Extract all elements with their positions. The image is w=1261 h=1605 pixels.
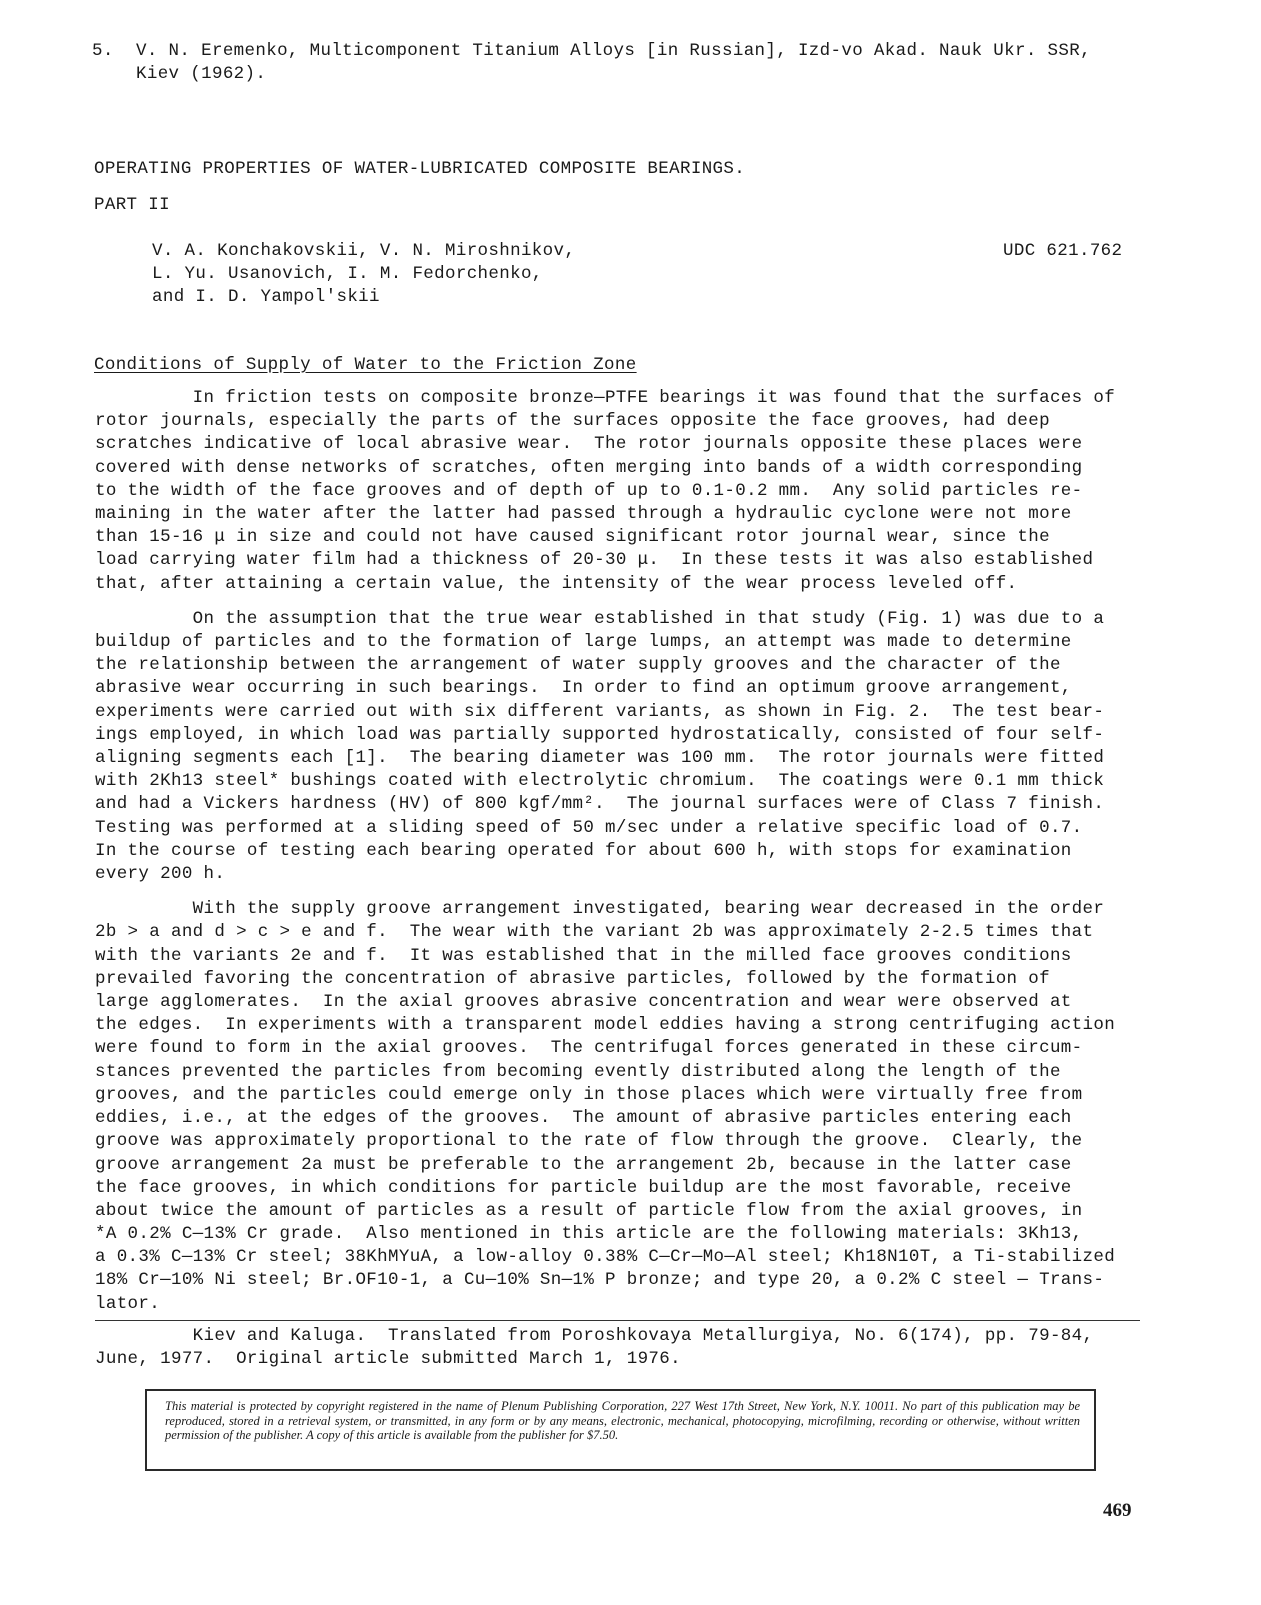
text-line: abrasive wear occurring in such bearings. In order to find an optimum groove arrangement,: [95, 678, 1072, 699]
udc-code: UDC 621.762: [1003, 241, 1123, 261]
text-line: that, after attaining a certain value, the intensity of the wear process leveled off.: [95, 573, 1018, 594]
paragraph-3: [95, 898, 1170, 1223]
author-line: and I. D. Yampol'skii: [152, 287, 380, 308]
text-line: experiments were carried out with six different variants, as shown in Fig. 2. The test bear-: [95, 701, 1105, 722]
text-line: In friction tests on composite bronze—PTFE bearings it was found that the surfaces of: [95, 388, 1116, 408]
text-line: In the course of testing each bearing operated for about 600 h, with stops for examination: [95, 840, 1072, 861]
footnote-line: lator.: [95, 1293, 161, 1314]
text-line: were found to form in the axial grooves. The centrifugal forces generated in these circum-: [95, 1038, 1083, 1059]
text-line: groove arrangement 2a must be preferable to the arrangement 2b, because in the latter case: [95, 1154, 1072, 1175]
footnote-line: 18% Cr—10% Ni steel; Br.OF10-1, a Cu—10% Sn—1% P bronze; and type 20, a 0.2% C steel — Trans-: [95, 1270, 1105, 1291]
reference-text-2: Kiev (1962).: [136, 64, 267, 85]
author-line: L. Yu. Usanovich, I. M. Fedorchenko,: [152, 264, 543, 285]
paragraph-2: [95, 608, 1170, 886]
reference-text-1: V. N. Eremenko, Multicomponent Titanium Alloys [in Russian], Izd-vo Akad. Nauk Ukr. SSR,: [136, 41, 1091, 61]
text-line: the edges. In experiments with a transparent model eddies having a strong centrifuging action: [95, 1015, 1116, 1036]
reference-line-1: [92, 40, 1172, 63]
text-line: rotor journals, especially the parts of the surfaces opposite the face grooves, had deep: [95, 411, 1050, 432]
origin-line: June, 1977. Original article submitted March 1, 1976.: [95, 1349, 681, 1370]
text-line: On the assumption that the true wear established in that study (Fig. 1) was due to a: [95, 608, 1105, 629]
origin-note: [95, 1325, 1170, 1371]
reference-entry: [92, 40, 1172, 86]
text-line: eddies, i.e., at the edges of the grooves. The amount of abrasive particles entering each: [95, 1108, 1072, 1129]
text-line: With the supply groove arrangement investigated, bearing wear decreased in the order: [95, 899, 1105, 920]
author-line: V. A. Konchakovskii, V. N. Miroshnikov,: [152, 241, 576, 261]
text-line: grooves, and the particles could emerge only in those places which were virtually free from: [95, 1084, 1083, 1105]
article-title: OPERATING PROPERTIES OF WATER-LUBRICATED COMPOSITE BEARINGS.: [94, 159, 746, 179]
text-line: buildup of particles and to the formation of large lumps, an attempt was made to determine: [95, 632, 1072, 653]
text-line: ings employed, in which load was partially supported hydrostatically, consisted of four self-: [95, 724, 1105, 745]
article-part: PART II: [94, 195, 170, 215]
reference-number: 5.: [92, 41, 114, 61]
text-line: maining in the water after the latter had passed through a hydraulic cyclone were not more: [95, 504, 1072, 525]
paragraph-1: [95, 387, 1170, 596]
text-line: the relationship between the arrangement of water supply grooves and the character of the: [95, 655, 1061, 676]
footnote-line: *A 0.2% C—13% Cr grade. Also mentioned in this article are the following materials: 3Kh13,: [95, 1224, 1083, 1244]
footnote-divider: [95, 1320, 1140, 1321]
text-line: Testing was performed at a sliding speed of 50 m/sec under a relative specific load of 0.7.: [95, 817, 1083, 838]
text-line: covered with dense networks of scratches, often merging into bands of a width corresponding: [95, 457, 1083, 478]
body-text: [95, 387, 1170, 1235]
text-line: than 15-16 μ in size and could not have caused significant rotor journal wear, since the: [95, 527, 1050, 548]
text-line: groove was approximately proportional to the rate of flow through the groove. Clearly, the: [95, 1131, 1083, 1152]
text-line: every 200 h.: [95, 864, 226, 885]
text-line: the face grooves, in which conditions for particle buildup are the most favorable, receive: [95, 1177, 1072, 1198]
footnote-line: a 0.3% C—13% Cr steel; 38KhMYuA, a low-alloy 0.38% C—Cr—Mo—Al steel; Kh18N10T, a Ti-stabilized: [95, 1247, 1116, 1268]
author-list: [152, 240, 575, 310]
text-line: about twice the amount of particles as a result of particle flow from the axial grooves, in: [95, 1200, 1083, 1221]
text-line: prevailed favoring the concentration of abrasive particles, followed by the formation of: [95, 968, 1050, 989]
section-heading: [94, 354, 637, 377]
text-line: and had a Vickers hardness (HV) of 800 kgf/mm². The journal surfaces were of Class 7 finish.: [95, 794, 1105, 815]
text-line: scratches indicative of local abrasive wear. The rotor journals opposite these places were: [95, 434, 1083, 455]
text-line: to the width of the face grooves and of depth of up to 0.1-0.2 mm. Any solid particles re-: [95, 480, 1083, 501]
page-number: 469: [1103, 1500, 1132, 1521]
copyright-notice: This material is protected by copyright registered in the name of Plenum Publishing Corporation, 227 West 17th Street, New York, N.Y. 10011. No part of this publication may be reproduced, stored in a retrieval system, or transmitted, in any form or by any means, electronic, mechanical, photocopying, microfilming, recording or otherwise, without written permission of the publisher. A copy of this article is available from the publisher for $7.50.: [165, 1399, 1080, 1443]
origin-line: Kiev and Kaluga. Translated from Poroshkovaya Metallurgiya, No. 6(174), pp. 79-84,: [95, 1326, 1094, 1346]
section-heading-text: Conditions of Supply of Water to the Friction Zone: [94, 355, 637, 375]
text-line: stances prevented the particles from becoming evently distributed along the length of the: [95, 1061, 1061, 1082]
footnote: [95, 1223, 1170, 1316]
text-line: aligning segments each [1]. The bearing diameter was 100 mm. The rotor journals were fitted: [95, 748, 1105, 769]
text-line: with the variants 2e and f. It was established that in the milled face grooves conditions: [95, 945, 1072, 966]
text-line: load carrying water film had a thickness of 20-30 μ. In these tests it was also established: [95, 550, 1094, 571]
copyright-box: [145, 1389, 1096, 1471]
text-line: with 2Kh13 steel* bushings coated with electrolytic chromium. The coatings were 0.1 mm thick: [95, 771, 1105, 792]
text-line: 2b > a and d > c > e and f. The wear with the variant 2b was approximately 2-2.5 times that: [95, 922, 1094, 943]
text-line: large agglomerates. In the axial grooves abrasive concentration and wear were observed at: [95, 992, 1072, 1013]
